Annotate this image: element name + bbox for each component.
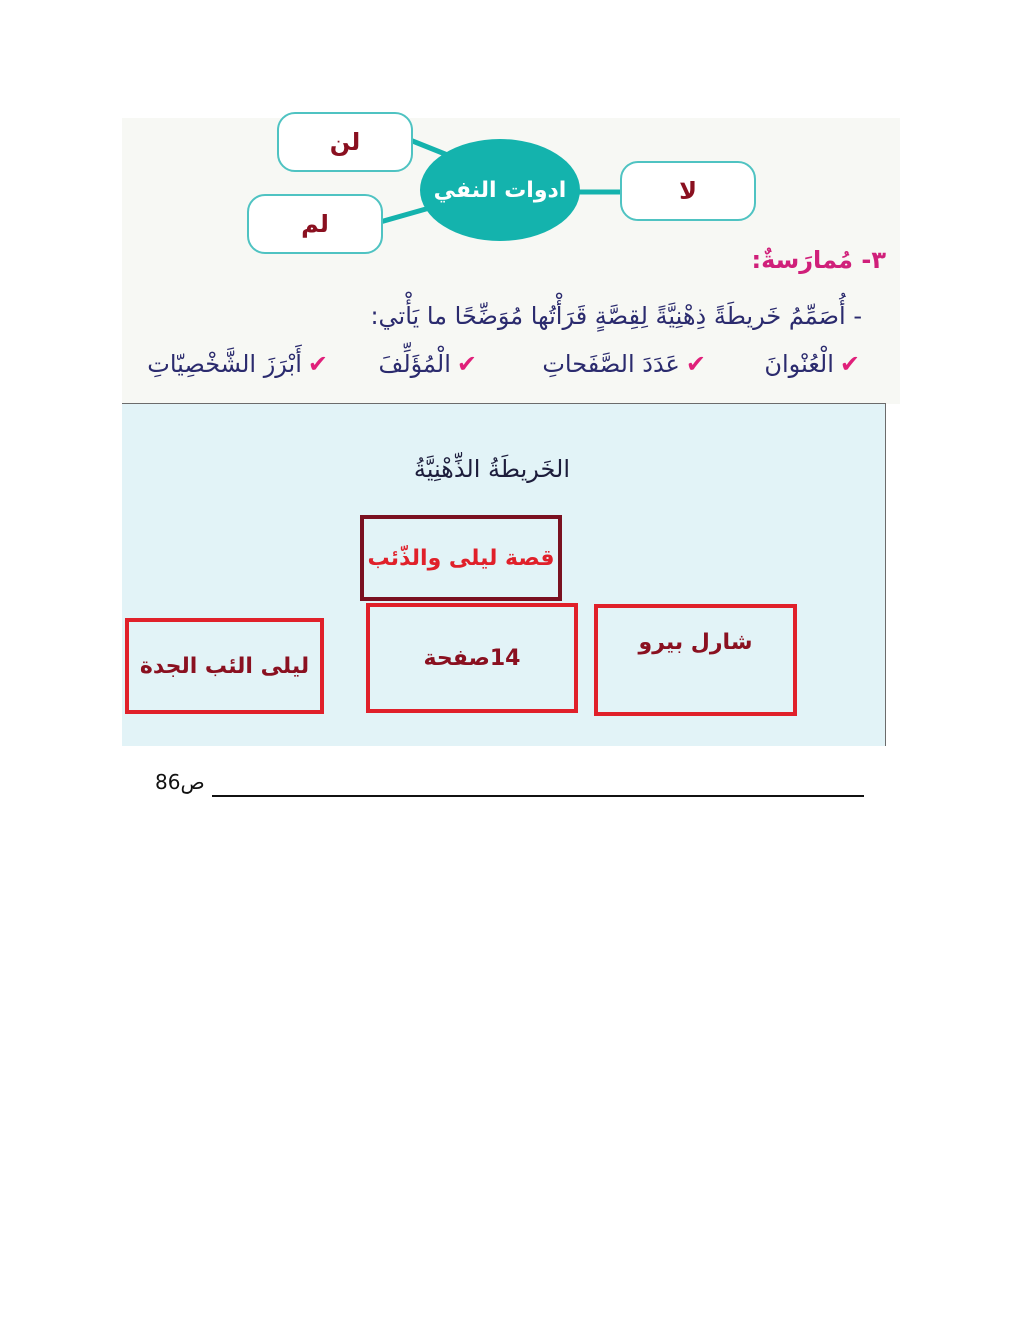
node-la — [620, 161, 756, 221]
answer-author-text: شارل بيرو — [638, 630, 753, 655]
checklist-item-characters-label: أَبْرَزَ الشَّخْصِيّاتِ — [147, 350, 302, 378]
mindmap-center-node — [420, 139, 580, 241]
checkmark-icon: ✔ — [307, 350, 328, 378]
node-lam — [247, 194, 383, 254]
checklist-item-characters — [147, 350, 328, 378]
node-lan-label: لن — [329, 128, 361, 156]
checkmark-icon: ✔ — [685, 350, 706, 378]
answer-title-box — [360, 515, 562, 601]
answer-pages-text: 14صفحة — [423, 645, 521, 671]
checklist-item-pages — [542, 350, 706, 378]
exercise-title: ٣- مُمارَسةٌ: — [751, 246, 886, 274]
checklist-item-author-label: الْمُؤَلِّفَ — [378, 350, 451, 378]
answer-characters-text: ليلى الئب الجدة — [139, 653, 310, 679]
answer-pages-box — [366, 603, 578, 713]
node-la-label: لا — [679, 177, 697, 205]
answer-title-text: قصة ليلى والذّئب — [367, 545, 555, 571]
node-lam-label: لم — [301, 210, 329, 238]
checklist-item-author — [378, 350, 477, 378]
checklist-item-title — [764, 350, 860, 378]
exercise-instruction: - أُصَمِّمُ خَريطَةً ذِهْنِيَّةً لِقِصَّةٍ قَرَأْتُها مُوَضِّحًا ما يَأْتي: — [370, 302, 862, 330]
checklist-item-pages-label: عَدَدَ الصَّفَحاتِ — [542, 350, 680, 378]
node-lan — [277, 112, 413, 172]
answer-author-box — [594, 604, 797, 716]
page-reference: ص86 — [155, 770, 205, 794]
answer-characters-box — [125, 618, 324, 714]
checkmark-icon: ✔ — [456, 350, 477, 378]
footer-line — [212, 795, 864, 797]
answer-map-heading: الخَريطَةُ الذِّهْنِيَّةُ — [413, 455, 570, 483]
checklist-item-title-label: الْعُنْوانَ — [764, 350, 834, 378]
mindmap-center-label: ادوات النفي — [433, 177, 567, 203]
checkmark-icon: ✔ — [839, 350, 860, 378]
